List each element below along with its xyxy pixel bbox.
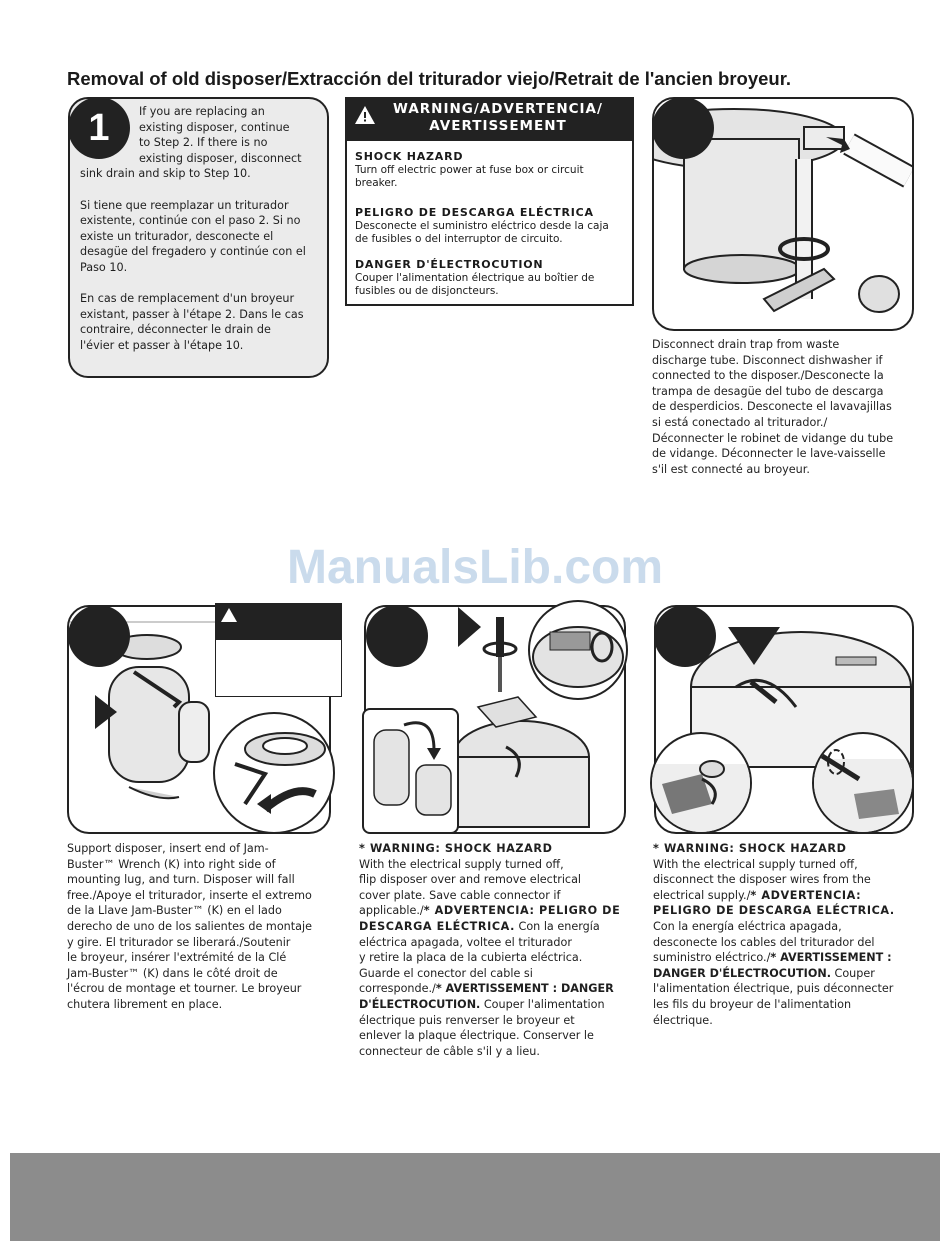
text-line: existing disposer, continue (139, 120, 290, 134)
step2-number-badge (652, 97, 714, 159)
warning-label: * ADVERTENCIA: PELIGRO DE (423, 904, 621, 918)
text-line: connected to the disposer./Desconecte la (652, 369, 884, 383)
text-line: desagüe del fregadero y continúe con el (80, 245, 306, 259)
text-line: to Step 2. If there is no (139, 136, 268, 150)
text-line: electrical supply./ (653, 888, 751, 902)
step1-french (80, 291, 325, 353)
text-line: applicable./ (359, 904, 424, 918)
text-line: sink drain and skip to Step 10. (80, 167, 251, 181)
step3-warning-inset (215, 603, 342, 697)
watermark: ManualsLib.com (286, 541, 664, 594)
text-line: l'alimentation électrique, puis déconnecter (653, 982, 894, 996)
text-line: enlever la plaque électrique. Conserver le (359, 1029, 594, 1043)
text-line: de vidange. Déconnecter le lave-vaisselle (652, 447, 886, 461)
text-line: de la Llave Jam-Buster™ (K) en el lado (67, 904, 282, 918)
warning-label: * WARNING: SHOCK HAZARD (359, 842, 553, 855)
warning-english (355, 150, 625, 190)
warning-label: * ADVERTENCIA: (750, 888, 862, 902)
text-line: les fils du broyeur de l'alimentation (653, 997, 852, 1011)
text-line: mounting lug, and turn. Disposer will fall (67, 873, 295, 887)
warning-label: PELIGRO DE DESCARGA ELÉCTRICA (355, 206, 594, 219)
warning-text: Desconecte el suministro eléctrico desde la caja de fusibles o del interruptor de circuito. (355, 220, 609, 245)
text-line: de desperdicios. Desconecte el lavavajillas (652, 400, 892, 414)
text-line: existe un triturador, desconecte el (80, 229, 274, 243)
text-line: y gire. El triturador se liberará./Soutenir (67, 935, 291, 949)
flip-disposer-detail (364, 710, 457, 832)
step5-detail-right (812, 732, 914, 834)
step5-detail-left (650, 732, 752, 834)
step4-detail-zoom (528, 600, 628, 700)
text-line: y retire la placa de la cubierta eléctrica. (359, 951, 583, 965)
step2-caption (652, 337, 922, 477)
text-line: With the electrical supply turned off, (653, 857, 858, 871)
text-line: En cas de remplacement d'un broyeur (80, 292, 295, 306)
warning-label: PELIGRO DE DESCARGA ELÉCTRICA. (653, 904, 895, 918)
footer-bar (10, 1153, 940, 1241)
text-line: Con la energía (514, 919, 600, 933)
text-line: Guarde el conector del cable si (359, 966, 533, 980)
step3-caption (67, 841, 337, 1013)
step4-flip-inset (362, 708, 459, 834)
text-line: Jam-Buster™ (K) dans le côté droit de (67, 966, 278, 980)
text-line: connecteur de câble s'il y a lieu. (359, 1044, 540, 1058)
text-line: l'évier et passer à l'étape 10. (80, 338, 244, 352)
warning-label: SHOCK HAZARD (355, 150, 464, 163)
text-line: Paso 10. (80, 260, 128, 274)
warning-label: * WARNING: SHOCK HAZARD (653, 842, 847, 855)
text-line: desconecte los cables del triturador del (653, 935, 875, 949)
text-line: Buster™ Wrench (K) into right side of (67, 857, 276, 871)
step5-number-badge (654, 605, 716, 667)
text-line: trampa de desagüe del tubo de descarga (652, 384, 884, 398)
step3-warning-header (216, 604, 341, 640)
text-line: corresponde./ (359, 982, 436, 996)
text-line: s'il est connecté au broyeur. (652, 462, 810, 476)
text-line: si está conectado al triturador./ (652, 415, 828, 429)
text-line: free./Apoye el triturador, inserte el extremo (67, 888, 312, 902)
text-line: Si tiene que reemplazar un triturador (80, 198, 289, 212)
step3-detail-zoom (213, 712, 335, 834)
wrench-turn-detail (215, 714, 333, 832)
text-line: existant, passer à l'étape 2. Dans le cas (80, 307, 304, 321)
warning-label: DANGER D'ÉLECTROCUTION. (653, 966, 831, 980)
text-line: cover plate. Save cable connector if (359, 888, 561, 902)
text-line: Déconnecter le robinet de vidange du tube (652, 431, 894, 445)
warning-label: * AVERTISSEMENT : (770, 951, 892, 965)
text-line: If you are replacing an (139, 105, 265, 118)
text-line: contraire, déconnecter le drain de (80, 323, 271, 337)
text-line: flip disposer over and remove electrical (359, 873, 582, 887)
text-line: existing disposer, disconnect (139, 151, 302, 165)
warning-label: D'ÉLECTROCUTION. (359, 997, 481, 1011)
text-line: With the electrical supply turned off, (359, 857, 564, 871)
text-line: Couper (830, 966, 875, 980)
warning-triangle-icon (354, 105, 376, 125)
text-line: l'écrou de montage et tourner. Le broyeur (67, 982, 302, 996)
step1-english (80, 104, 325, 182)
warning-french (355, 258, 625, 298)
step1-text (80, 104, 325, 369)
text-line: discharge tube. Disconnect dishwasher if (652, 353, 883, 367)
text-line: chutera librement en place. (67, 997, 223, 1011)
text-line: existente, continúe con el paso 2. Si no (80, 214, 301, 228)
text-line: le broyeur, insérer l'extrémité de la Clé (67, 951, 287, 965)
step1-spanish (80, 198, 325, 276)
text-line: Disconnect drain trap from waste (652, 338, 840, 351)
text-line: Support disposer, insert end of Jam- (67, 842, 269, 855)
warning-title (378, 101, 618, 135)
warning-text: Couper l'alimentation électrique au boîtier de fusibles ou de disjoncteurs. (355, 272, 595, 297)
warning-spanish (355, 206, 625, 246)
text-line: eléctrica apagada, voltee el triturador (359, 935, 572, 949)
step1-number-badge: 1 (68, 97, 130, 159)
text-line: suministro eléctrico./ (653, 951, 771, 965)
text-line: Con la energía eléctrica apagada, (653, 919, 842, 933)
warning-label: DANGER D'ÉLECTROCUTION (355, 258, 544, 271)
text-line: électrique. (653, 1013, 713, 1027)
text-line: disconnect the disposer wires from the (653, 873, 871, 887)
step4-number-badge (366, 605, 428, 667)
wire-nut-detail (652, 734, 750, 832)
page-heading: Removal of old disposer/Extracción del triturador viejo/Retrait de l'ancien broyeur. (67, 68, 792, 89)
warning-title-line2: AVERTISSEMENT (429, 118, 567, 134)
warning-text: Turn off electric power at fuse box or circuit breaker. (355, 164, 584, 189)
text-line: Couper l'alimentation (480, 997, 605, 1011)
warning-title-line1: WARNING/ADVERTENCIA/ (393, 101, 603, 117)
ground-screw-detail (814, 734, 912, 832)
warning-triangle-icon (220, 607, 238, 623)
text-line: derecho de uno de los salientes de montaje (67, 919, 312, 933)
text-line: électrique puis renverser le broyeur et (359, 1013, 575, 1027)
warning-label: * AVERTISSEMENT : DANGER (435, 982, 614, 996)
step3-number-badge (68, 605, 130, 667)
warning-label: DESCARGA ELÉCTRICA. (359, 919, 515, 933)
step5-caption (653, 841, 923, 1028)
step4-caption (359, 841, 629, 1059)
screw-detail (530, 602, 626, 698)
